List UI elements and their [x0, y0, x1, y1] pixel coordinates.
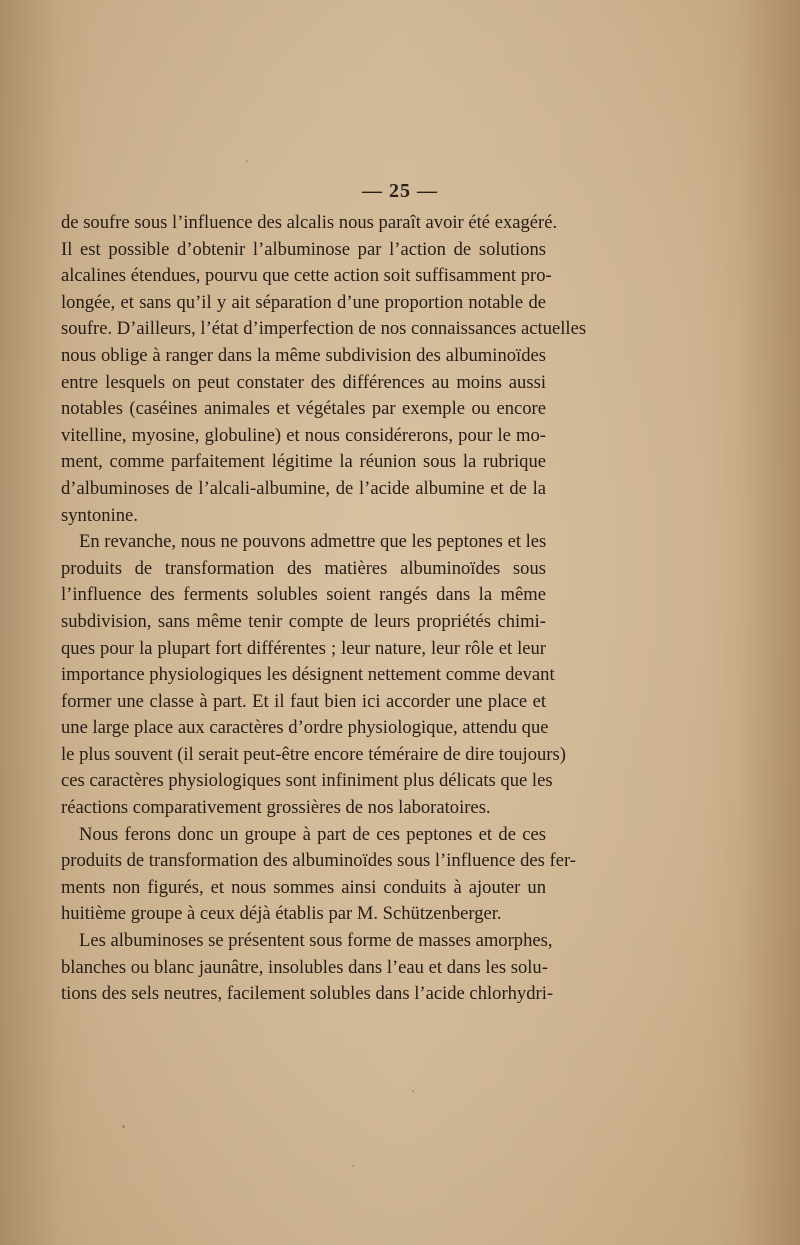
text-line: ques pour la plupart fort différentes ; leur nature, leur rôle et leur: [61, 637, 546, 659]
text-line: alcalines étendues, pourvu que cette action soit suffisamment pro-: [61, 265, 552, 287]
text-line: produits de transformation des albuminoïdes sous l’influence des fer-: [61, 850, 576, 872]
text-line: ment, comme parfaitement légitime la réunion sous la rubrique: [61, 451, 546, 473]
text-line: Nous ferons donc un groupe à part de ces peptones et de ces: [79, 823, 546, 845]
text-line: huitième groupe à ceux déjà établis par M. Schützenberger.: [61, 903, 502, 925]
body-text: [61, 210, 587, 1008]
text-line: ments non figurés, et nous sommes ainsi conduits à ajouter un: [61, 876, 546, 898]
text-line: entre lesquels on peut constater des différences au moins aussi: [61, 371, 546, 393]
text-line: nous oblige à ranger dans la même subdivision des albuminoïdes: [61, 344, 546, 366]
text-line: longée, et sans qu’il y ait séparation d’une proportion notable de: [61, 291, 546, 313]
text-line: le plus souvent (il serait peut-être encore téméraire de dire toujours): [61, 743, 566, 765]
text-line: Il est possible d’obtenir l’albuminose par l’action de solutions: [61, 238, 546, 260]
paper-speck: [412, 1090, 414, 1092]
text-line: syntonine.: [61, 504, 138, 526]
text-line: l’influence des ferments solubles soient rangés dans la même: [61, 584, 546, 606]
text-line: réactions comparativement grossières de nos laboratoires.: [61, 797, 491, 819]
text-line: notables (caséines animales et végétales par exemple ou encore: [61, 398, 546, 420]
text-line: produits de transformation des matières albuminoïdes sous: [61, 557, 546, 579]
text-line: soufre. D’ailleurs, l’état d’imperfection de nos connaissances actuelles: [61, 318, 587, 340]
text-line: tions des sels neutres, facilement solubles dans l’acide chlorhydri-: [61, 983, 554, 1005]
text-line: En revanche, nous ne pouvons admettre que les peptones et les: [79, 531, 547, 553]
text-line: subdivision, sans même tenir compte de leurs propriétés chimi-: [61, 610, 546, 632]
paper-speck: [246, 160, 248, 162]
text-line: une large place aux caractères d’ordre physiologique, attendu que: [61, 717, 549, 739]
text-line: ces caractères physiologiques sont infiniment plus délicats que les: [61, 770, 553, 792]
text-line: blanches ou blanc jaunâtre, insolubles dans l’eau et dans les solu-: [61, 956, 548, 978]
page-number: — 25 —: [362, 180, 438, 202]
text-line: importance physiologiques les désignent nettement comme devant: [61, 664, 555, 686]
text-line: vitelline, myosine, globuline) et nous considérerons, pour le mo-: [61, 424, 546, 446]
text-line: de soufre sous l’influence des alcalis nous paraît avoir été exagéré.: [61, 212, 558, 233]
paper-speck: [122, 1125, 125, 1128]
text-line: Les albuminoses se présentent sous forme de masses amorphes,: [79, 930, 553, 952]
text-line: former une classe à part. Et il faut bien ici accorder une place et: [61, 690, 546, 712]
paper-speck: [352, 1165, 354, 1167]
text-line: d’albuminoses de l’alcali-albumine, de l’acide albumine et de la: [61, 477, 546, 499]
